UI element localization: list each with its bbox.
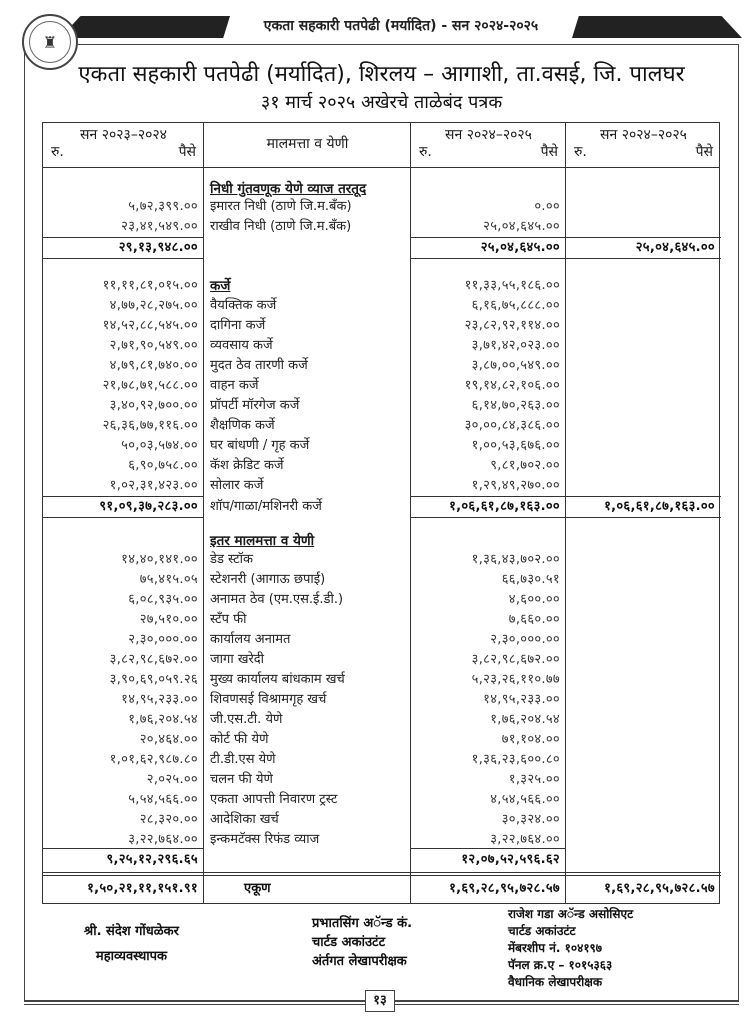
cell-curr: ३,८२,९८,६७२.००: [471, 652, 560, 667]
cell-prev: ११,११,८१,०१५.००: [102, 278, 198, 293]
subtotal-curr: १२,०७,५२,५९६.६२: [461, 852, 560, 867]
section-heading-loans: कर्जे: [210, 278, 231, 294]
cell-prev: ३,९०,६९,०५९.२६: [109, 672, 198, 687]
cell-label: राखीव निधी (ठाणे जि.म.बँक): [210, 219, 352, 234]
cell-prev: ५,७२,३९९.००: [128, 199, 198, 214]
signature-internal-auditor: [312, 914, 412, 971]
cell-label: स्टॅंप फी: [210, 612, 247, 627]
cell-label: इन्कमटॅक्स रिफंड व्याज: [210, 832, 320, 847]
cell-curr: ०.००: [534, 199, 560, 214]
signature-manager: [84, 922, 179, 966]
cell-curr: ६६,७३०.५१: [501, 572, 560, 587]
manager-title: महाव्यवस्थापक: [95, 949, 168, 964]
cell-prev: २३,४१,५४९.००: [121, 219, 198, 234]
cell-prev: ५०,०३,५७४.००: [121, 438, 198, 453]
grand-total-final: १,६९,२८,९५,७२८.५७: [604, 881, 715, 896]
cell-prev: १४,५२,८८,५४५.००: [102, 318, 198, 333]
statutory-auditor-firm: राजेश गडा अॅन्ड असोसिएट: [508, 907, 634, 921]
cell-curr: १,३६,४३,७०२.००: [471, 552, 560, 567]
cell-label: सोलार कर्जे: [210, 478, 264, 493]
cell-prev: २,७१,९०,५४९.००: [109, 338, 198, 353]
cell-label: जागा खरेदी: [210, 652, 265, 667]
cell-curr: ६,१६,७५,८८८.००: [471, 298, 560, 313]
cell-prev: २,३०,०००.००: [128, 632, 198, 647]
banner-decor-right: [572, 16, 742, 38]
cell-label: कॅश क्रेडिट कर्जे: [210, 458, 284, 473]
cell-label: शिवणसई विश्रामगृह खर्च: [210, 692, 327, 707]
subtotal-prev: २९,१३,९४८.००: [118, 240, 198, 255]
cell-curr: २,३०,०००.००: [490, 632, 560, 647]
cell-label: एकता आपत्ती निवारण ट्रस्ट: [210, 792, 338, 807]
cell-curr: ३,७१,४२,०२३.००: [471, 338, 560, 353]
cell-curr: १४,९५,२३३.००: [483, 692, 560, 707]
cell-prev: २८,३२०.००: [139, 812, 198, 827]
subtotal-prev: ९,२५,१२,२९६.६५: [106, 852, 198, 867]
cell-curr: ३०,३२४.००: [501, 812, 560, 827]
cell-curr: १,७६,२०४.५४: [490, 712, 560, 727]
header-prev-year: सन २०२३–२०२४ रु. पैसे: [51, 127, 196, 160]
cell-curr: ५,२३,२६,११०.७७: [471, 672, 560, 687]
cell-prev: ३,८२,९८,६७२.००: [109, 652, 198, 667]
signature-statutory-auditor: [508, 906, 633, 991]
cell-label: प्रॉपर्टी मॉरगेज कर्जे: [210, 398, 300, 413]
header-curr-year: सन २०२४–२०२५ रु. पैसे: [419, 127, 558, 160]
cell-curr: १,००,५३,६७६.००: [471, 438, 560, 453]
subtotal-curr: १,०६,६१,८७,१६३.००: [449, 499, 560, 514]
cell-prev: ३,४०,९२,७००.००: [109, 398, 198, 413]
internal-auditor-role: अंर्तगत लेखापरीक्षक: [312, 954, 407, 969]
cell-prev: २०,४६४.००: [139, 732, 198, 747]
cell-curr: १९,१४,८२,१०६.००: [464, 378, 560, 393]
cell-curr: ९,८१,७०२.००: [490, 458, 560, 473]
statutory-auditor-panel: पॅनल क्र.ए – १०१५३६३: [508, 958, 613, 972]
cell-curr: ४,६००.००: [508, 592, 560, 607]
cell-prev: ४,७७,२८,२७५.००: [109, 298, 198, 313]
statutory-auditor-role: वैधानिक लेखापरीक्षक: [508, 975, 603, 989]
cell-curr: ३,८७,००,५४९.००: [471, 358, 560, 373]
cell-prev: २,०२५.००: [146, 772, 198, 787]
cell-prev: १,०१,६२,९८७.८०: [109, 752, 198, 767]
cell-label: चलन फी येणे: [210, 772, 273, 787]
section-heading-other-assets: इतर मालमत्ता व येणी: [210, 533, 315, 549]
cell-prev: ३,२२,७६४.००: [128, 832, 198, 847]
statutory-auditor-qualification: चार्टड अकांउटंट: [508, 924, 576, 938]
subtotal-curr: २५,०४,६४५.००: [480, 240, 560, 255]
cell-label: कार्यालय अनामत: [210, 632, 291, 647]
cell-label: वाहन कर्जे: [210, 378, 259, 393]
cell-curr: ३०,००,८४,३८६.००: [464, 418, 560, 433]
cell-curr: १,२९,४९,२७०.००: [471, 478, 560, 493]
subtotal-final: १,०६,६१,८७,१६३.००: [604, 499, 715, 514]
internal-auditor-qualification: चार्टड अकांउटंट: [312, 935, 386, 950]
cell-curr: २५,०४,६४५.००: [483, 219, 560, 234]
cell-prev: २७,५१०.००: [139, 612, 198, 627]
cell-label: जी.एस.टी. येणे: [210, 712, 283, 727]
cell-prev: ६,९०,७५८.००: [128, 458, 198, 473]
cell-prev: ६,०८,९३५.००: [128, 592, 198, 607]
cell-prev: १,०२,३१,४२३.००: [109, 478, 198, 493]
cell-prev: ५,५४,५६६.००: [128, 792, 198, 807]
society-seal-icon: [22, 14, 78, 70]
cell-label: मुख्य कार्यालय बांधकाम खर्च: [210, 672, 345, 687]
cell-label: वैयक्तिक कर्जे: [210, 298, 277, 313]
grand-total-prev: १,५०,२१,११,१५१.९१: [87, 881, 198, 896]
cell-curr: १,३६,२३,६००.८०: [471, 752, 560, 767]
page-banner: [60, 12, 742, 42]
cell-prev: ४,७९,८१,७४०.००: [109, 358, 198, 373]
cell-label: मुदत ठेव तारणी कर्जे: [210, 358, 308, 373]
section-heading-investments: निधी गुंतवणूक येणे व्याज तरतूद: [210, 181, 367, 197]
cell-prev: २१,७८,७१,५८८.००: [102, 378, 198, 393]
header-curr-year-total: सन २०२४–२०२५ रु. पैसे: [574, 127, 713, 160]
banner-title: एकता सहकारी पतपेढी (मर्यादित) - सन २०२४-२०२५: [263, 18, 539, 34]
balance-sheet-table: [42, 122, 720, 904]
manager-name: श्री. संदेश गोंधळेकर: [84, 924, 179, 939]
grand-total-curr: १,६९,२८,९५,७२८.५७: [449, 881, 560, 896]
cell-prev: ७५,४१५.०५: [139, 572, 198, 587]
cell-curr: ७१,१०४.००: [501, 732, 560, 747]
cell-curr: ६,१४,७०,२६३.००: [471, 398, 560, 413]
cell-curr: ७,६६०.००: [508, 612, 560, 627]
cell-label: अनामत ठेव (एम.एस.ई.डी.): [210, 592, 344, 607]
cell-label: दागिना कर्जे: [210, 318, 266, 333]
cell-curr: ४,५४,५६६.००: [490, 792, 560, 807]
cell-label: घर बांधणी / गृह कर्जे: [210, 438, 310, 453]
header-divider: [43, 167, 719, 168]
internal-auditor-firm: प्रभातसिंग अॅन्ड कं.: [312, 916, 413, 931]
org-title: एकता सहकारी पतपेढी (मर्यादित), शिरलय – आगाशी, ता.वसई, जि. पालघर: [78, 62, 685, 87]
cell-label: व्यवसाय कर्जे: [210, 338, 273, 353]
header-particulars: मालमत्ता व येणी: [266, 136, 349, 152]
cell-prev: १४,९५,२३३.००: [121, 692, 198, 707]
cell-label: आदेशिका खर्च: [210, 812, 279, 827]
cell-prev: १४,४०,१४१.००: [121, 552, 198, 567]
subtotal-prev: ९१,०९,३७,२८३.००: [99, 499, 198, 514]
cell-curr: ११,३३,५५,१८६.००: [464, 278, 560, 293]
cell-label: शॉप/गाळा/मशिनरी कर्जे: [210, 499, 322, 514]
cell-label: डेड स्टॉक: [210, 552, 254, 567]
banner-decor-left: [60, 16, 230, 38]
document-subtitle: ३१ मार्च २०२५ अखेरचे ताळेबंद पत्रक: [260, 92, 503, 113]
cell-label: कोर्ट फी येणे: [210, 732, 269, 747]
cell-prev: २६,३६,७७,११६.००: [102, 418, 198, 433]
cell-label: स्टेशनरी (आगाऊ छपाई): [210, 572, 326, 587]
cell-label: इमारत निधी (ठाणे जि.म.बँक): [210, 199, 352, 214]
grand-total-label: एकूण: [244, 881, 271, 896]
cell-curr: २३,८२,९२,११४.००: [464, 318, 560, 333]
subtotal-final: २५,०४,६४५.००: [635, 240, 715, 255]
seal-emblem-icon: ♜: [29, 21, 71, 63]
statutory-auditor-membership: मेंबरशीप नं. १०४१९७: [508, 941, 603, 955]
cell-label: शैक्षणिक कर्जे: [210, 418, 275, 433]
cell-curr: ३,२२,७६४.००: [490, 832, 560, 847]
cell-curr: १,३२५.००: [508, 772, 560, 787]
cell-prev: १,७६,२०४.५४: [128, 712, 198, 727]
cell-label: टी.डी.एस येणे: [210, 752, 276, 767]
page-number: १३: [365, 990, 395, 1012]
